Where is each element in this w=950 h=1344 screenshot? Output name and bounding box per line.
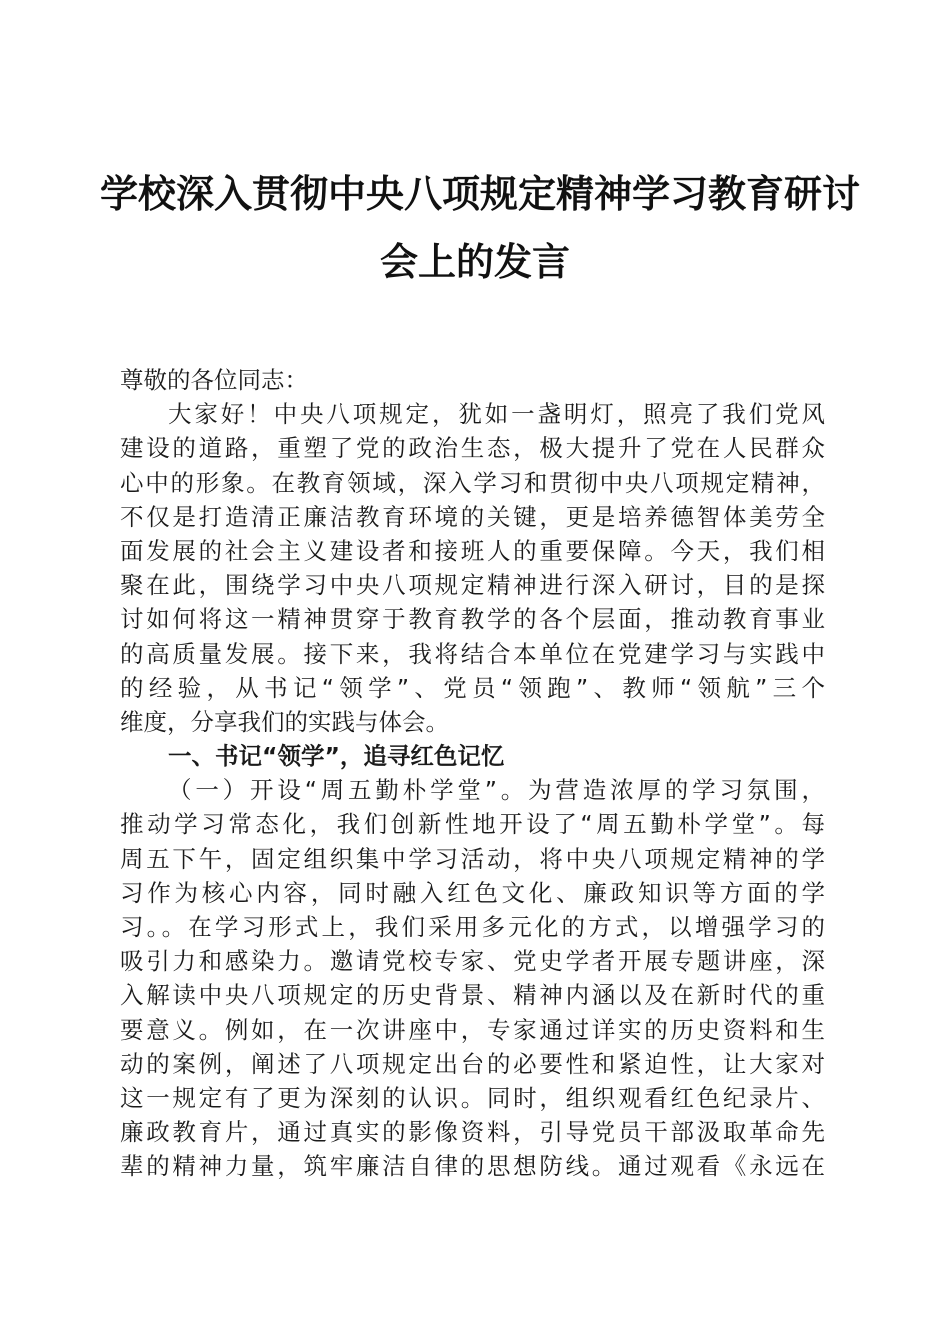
body-line: 大家好！中央八项规定，犹如一盏明灯，照亮了我们党风: [168, 400, 825, 429]
body-line: （一）开设“周五勤朴学堂”。为营造浓厚的学习氛围，: [168, 776, 825, 805]
body-line: 入解读中央八项规定的历史背景、精神内涵以及在新时代的重: [120, 981, 825, 1010]
body-line: 的经验，从书记“领学”、党员“领跑”、教师“领航”三个: [120, 673, 825, 702]
body-line: 习作为核心内容，同时融入红色文化、廉政知识等方面的学: [120, 878, 825, 907]
body-line: 的高质量发展。接下来，我将结合本单位在党建学习与实践中: [120, 639, 825, 668]
document-title-line-2: 会上的发言: [379, 239, 570, 284]
body-line: 推动学习常态化，我们创新性地开设了“周五勤朴学堂”。每: [120, 810, 825, 839]
body-line: 动的案例，阐述了八项规定出台的必要性和紧迫性，让大家对: [120, 1049, 825, 1078]
body-line: 辈的精神力量，筑牢廉洁自律的思想防线。通过观看《永远在: [120, 1152, 825, 1181]
document-title-line-1: 学校深入贯彻中央八项规定精神学习教育研讨: [100, 171, 861, 216]
body-line: 心中的形象。在教育领域，深入学习和贯彻中央八项规定精神，: [120, 468, 825, 497]
body-line: 习。。在学习形式上，我们采用多元化的方式，以增强学习的: [120, 913, 825, 941]
body-line: 维度，分享我们的实践与体会。: [120, 707, 449, 736]
body-line: 周五下午，固定组织集中学习活动，将中央八项规定精神的学: [120, 844, 825, 873]
document-body: [120, 363, 825, 1184]
body-line: 廉政教育片，通过真实的影像资料，引导党员干部汲取革命先: [120, 1118, 825, 1147]
body-line: 要意义。例如，在一次讲座中，专家通过详实的历史资料和生: [120, 1015, 825, 1044]
salutation: 尊敬的各位同志：: [120, 366, 308, 394]
body-line: 面发展的社会主义建设者和接班人的重要保障。今天，我们相: [120, 536, 825, 565]
body-line: 吸引力和感染力。邀请党校专家、党史学者开展专题讲座，深: [120, 947, 825, 976]
body-line: 这一规定有了更为深刻的认识。同时，组织观看红色纪录片、: [120, 1083, 825, 1112]
body-line: 聚在此，围绕学习中央八项规定精神进行深入研讨，目的是探: [120, 571, 825, 600]
body-line: 不仅是打造清正廉洁教育环境的关键，更是培养德智体美劳全: [120, 502, 825, 531]
section-heading: 一、书记“领学”，追寻红色记忆: [168, 742, 505, 771]
body-line: 讨如何将这一精神贯穿于教育教学的各个层面，推动教育事业: [120, 605, 825, 634]
body-line: 建设的道路，重塑了党的政治生态，极大提升了党在人民群众: [120, 434, 825, 463]
